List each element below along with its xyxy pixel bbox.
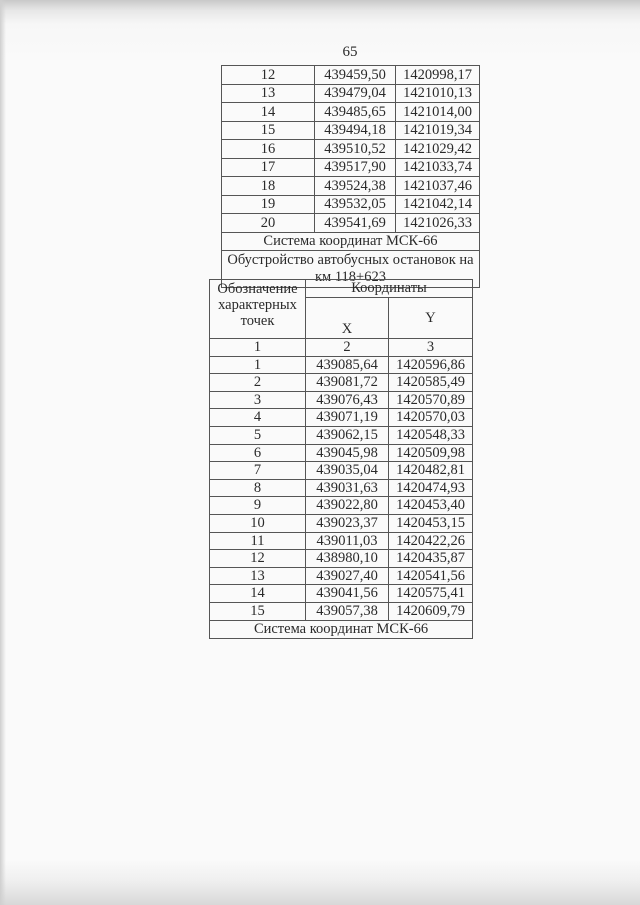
y-coordinate-cell: 1420548,33 <box>389 426 473 444</box>
y-coordinate-cell: 1420474,93 <box>389 479 473 497</box>
table-row <box>222 177 480 196</box>
point-number-cell: 14 <box>222 103 315 122</box>
coordinates-header: Координаты <box>306 280 473 298</box>
table-row <box>210 567 473 585</box>
column-number-row <box>210 339 473 357</box>
x-coordinate-cell: 439041,56 <box>306 585 389 603</box>
table-row <box>222 66 480 85</box>
x-coordinate-cell: 439027,40 <box>306 567 389 585</box>
point-number-cell: 5 <box>210 426 306 444</box>
point-number-cell: 12 <box>210 550 306 568</box>
y-coordinate-cell: 1420575,41 <box>389 585 473 603</box>
x-coordinate-cell: 439510,52 <box>315 140 396 159</box>
point-number-cell: 12 <box>222 66 315 85</box>
table-row <box>210 497 473 515</box>
x-coordinate-cell: 439541,69 <box>315 214 396 233</box>
x-coordinate-cell: 439011,03 <box>306 532 389 550</box>
point-number-cell: 18 <box>222 177 315 196</box>
y-coordinate-cell: 1420453,40 <box>389 497 473 515</box>
y-coordinate-cell: 1421014,00 <box>396 103 480 122</box>
page-number: 65 <box>342 44 358 60</box>
x-coordinate-cell: 439517,90 <box>315 158 396 177</box>
point-number-cell: 11 <box>210 532 306 550</box>
point-number-cell: 6 <box>210 444 306 462</box>
y-coordinate-cell: 1420482,81 <box>389 462 473 480</box>
point-number-cell: 7 <box>210 462 306 480</box>
y-coordinate-cell: 1420570,89 <box>389 391 473 409</box>
point-number-cell: 4 <box>210 409 306 427</box>
table-row <box>210 462 473 480</box>
point-number-cell: 17 <box>222 158 315 177</box>
table-row <box>210 426 473 444</box>
y-coordinate-cell: 1420453,15 <box>389 514 473 532</box>
x-header: X <box>306 298 389 339</box>
table-row <box>222 84 480 103</box>
point-number-cell: 9 <box>210 497 306 515</box>
coordinate-system-label: Система координат МСК-66 <box>222 232 480 251</box>
table-row <box>222 140 480 159</box>
table-row <box>210 479 473 497</box>
point-number-cell: 15 <box>210 602 306 620</box>
x-coordinate-cell: 439022,80 <box>306 497 389 515</box>
y-coordinate-cell: 1421042,14 <box>396 195 480 214</box>
table-row <box>210 585 473 603</box>
x-coordinate-cell: 439494,18 <box>315 121 396 140</box>
point-number-cell: 2 <box>210 374 306 392</box>
x-coordinate-cell: 439035,04 <box>306 462 389 480</box>
point-number-cell: 15 <box>222 121 315 140</box>
y-coordinate-cell: 1420509,98 <box>389 444 473 462</box>
y-coordinate-cell: 1420585,49 <box>389 374 473 392</box>
column-number: 3 <box>389 339 473 357</box>
point-number-cell: 3 <box>210 391 306 409</box>
x-coordinate-cell: 439062,15 <box>306 426 389 444</box>
y-coordinate-cell: 1421010,13 <box>396 84 480 103</box>
y-coordinate-cell: 1420609,79 <box>389 602 473 620</box>
point-number-cell: 19 <box>222 195 315 214</box>
x-coordinate-cell: 439045,98 <box>306 444 389 462</box>
y-coordinate-cell: 1420570,03 <box>389 409 473 427</box>
column-number: 2 <box>306 339 389 357</box>
designation-header: Обозначение характерных точек <box>210 280 306 339</box>
table-row <box>210 550 473 568</box>
y-coordinate-cell: 1421033,74 <box>396 158 480 177</box>
coordinate-system-row <box>210 620 473 638</box>
point-number-cell: 14 <box>210 585 306 603</box>
section-caption: Обустройство автобусных остановок на км 118+623 <box>222 251 480 288</box>
y-coordinate-cell: 1420422,26 <box>389 532 473 550</box>
x-coordinate-cell: 439071,19 <box>306 409 389 427</box>
point-number-cell: 16 <box>222 140 315 159</box>
x-coordinate-cell: 439057,38 <box>306 602 389 620</box>
x-coordinate-cell: 439459,50 <box>315 66 396 85</box>
point-number-cell: 20 <box>222 214 315 233</box>
table-row <box>222 103 480 122</box>
table-row <box>210 532 473 550</box>
x-coordinate-cell: 439076,43 <box>306 391 389 409</box>
point-number-cell: 10 <box>210 514 306 532</box>
y-coordinate-cell: 1420541,56 <box>389 567 473 585</box>
point-number-cell: 8 <box>210 479 306 497</box>
point-number-cell: 1 <box>210 356 306 374</box>
point-number-cell: 13 <box>210 567 306 585</box>
x-coordinate-cell: 438980,10 <box>306 550 389 568</box>
table-row <box>210 374 473 392</box>
bus-stop-coordinates-table <box>209 279 473 639</box>
x-coordinate-cell: 439081,72 <box>306 374 389 392</box>
table-row <box>210 356 473 374</box>
bus-stop-table-body <box>210 356 473 620</box>
column-number: 1 <box>210 339 306 357</box>
x-coordinate-cell: 439485,65 <box>315 103 396 122</box>
x-coordinate-cell: 439532,05 <box>315 195 396 214</box>
point-number-cell: 13 <box>222 84 315 103</box>
x-coordinate-cell: 439524,38 <box>315 177 396 196</box>
table-row <box>222 121 480 140</box>
y-coordinate-cell: 1421029,42 <box>396 140 480 159</box>
table-row <box>210 514 473 532</box>
x-coordinate-cell: 439479,04 <box>315 84 396 103</box>
x-coordinate-cell: 439031,63 <box>306 479 389 497</box>
table-row <box>210 409 473 427</box>
scan-edge-shadow <box>0 0 6 905</box>
table-header-row <box>210 280 473 298</box>
x-coordinate-cell: 439023,37 <box>306 514 389 532</box>
table-row <box>210 444 473 462</box>
table-row <box>222 158 480 177</box>
x-coordinate-cell: 439085,64 <box>306 356 389 374</box>
y-coordinate-cell: 1421026,33 <box>396 214 480 233</box>
y-coordinate-cell: 1420998,17 <box>396 66 480 85</box>
table-row <box>222 195 480 214</box>
table-row <box>210 391 473 409</box>
y-coordinate-cell: 1421037,46 <box>396 177 480 196</box>
table-row <box>222 214 480 233</box>
coordinates-table-continued <box>221 65 480 288</box>
coordinates-table-body <box>222 66 480 233</box>
table-row <box>210 602 473 620</box>
y-coordinate-cell: 1420435,87 <box>389 550 473 568</box>
y-coordinate-cell: 1421019,34 <box>396 121 480 140</box>
y-coordinate-cell: 1420596,86 <box>389 356 473 374</box>
coordinate-system-label: Система координат МСК-66 <box>210 620 473 638</box>
coordinate-system-row <box>222 232 480 251</box>
y-header: Y <box>389 298 473 339</box>
